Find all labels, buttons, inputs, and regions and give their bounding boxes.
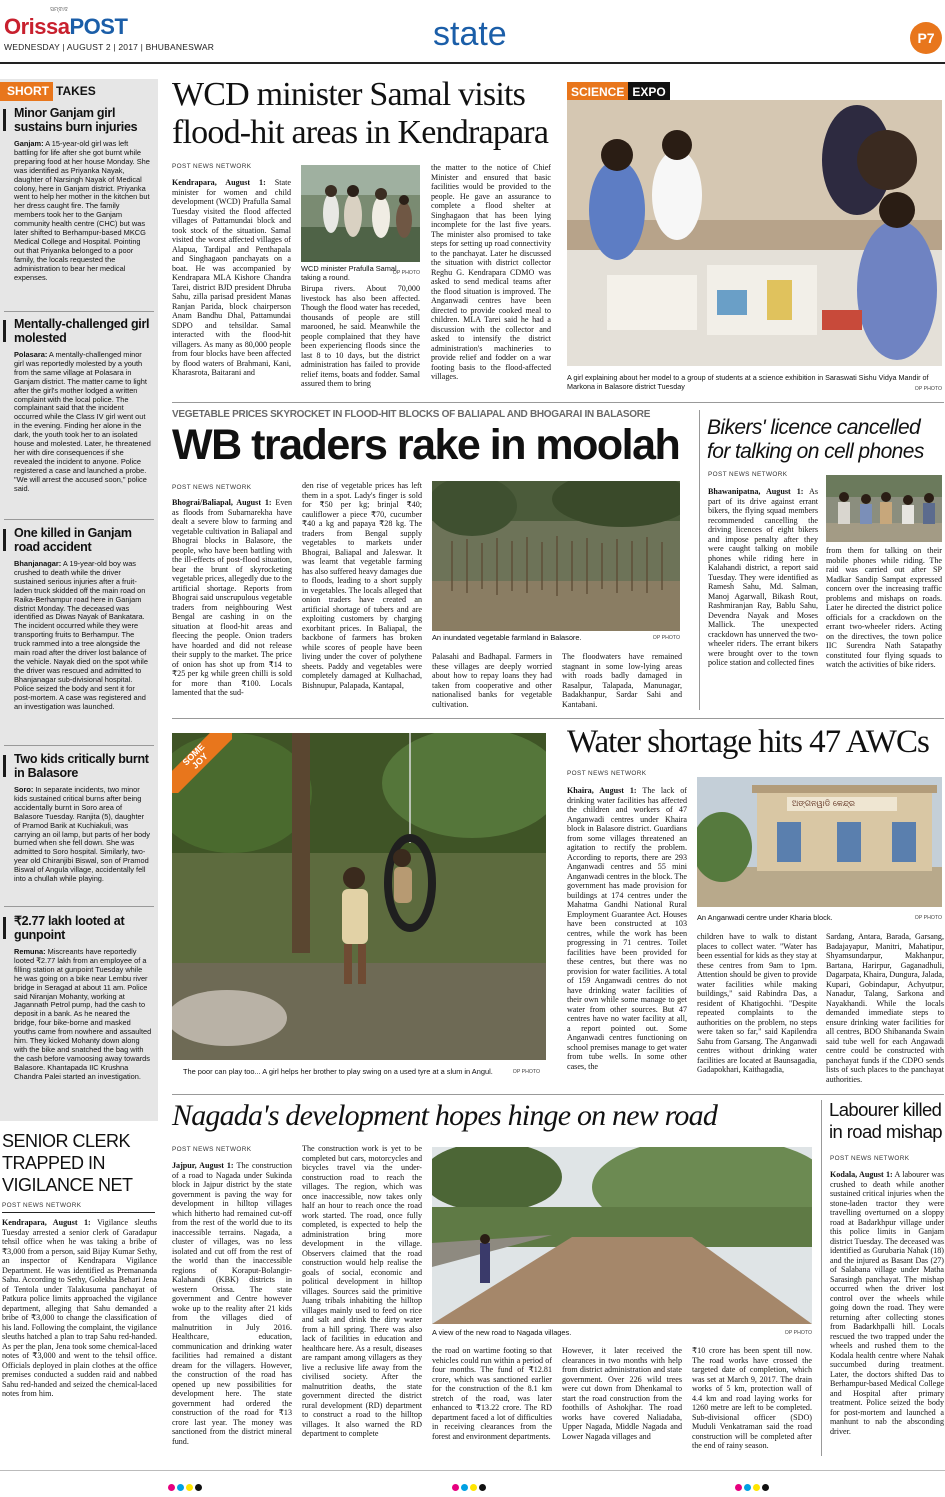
section-title: state <box>433 15 507 53</box>
dateline-lead: Kodala, August 1: <box>830 1170 893 1179</box>
dateline-lead: Kendrapara, August 1: <box>172 178 266 187</box>
senior-clerk-headline: SENIOR CLERK TRAPPED IN VIGILANCE NET <box>2 1131 133 1195</box>
wcd-photo-image <box>301 165 420 262</box>
wb-col-1 <box>172 498 292 710</box>
nagada-col-4: However, it later received the clearances in two months with help from district administration and state government. Over 226 wild trees were cut down from Dhenkamal to start the road construction from the foothills of Ashokjhar. The road works have covered Naliadaba, Upper Nagada, Middle Nagada and Lower Nagada villages and <box>562 1346 682 1441</box>
short-take-headline: One killed in Ganjam road accident <box>14 526 132 554</box>
dateline-lead: Khaira, August 1: <box>567 786 637 795</box>
nagada-photo-image <box>432 1147 812 1324</box>
story-text: The construction of a road to Nagada under Sukinda block in Jajpur district by the state government is paving the way for development in hilltop villages which hitherto had remained cut-off from the rest of the world due to its inaccessible terrains. Nagada, a cluster of villages, was no less isolated and cut off from the rest of the world than the inaccessible regions of Koraput-Bolangir-Kalahandi (KBK) districts in western Orissa. The state government and Centre however woke up to the reality after 21 kids from the villages died of malnutrition in July 2016. Healthcare, education, communication and drinking water facilities had remained a distant dream for the villagers. However, the construction of the road has opened up new possibilities for development here. The state government had ordered the construction of the road for ₹13 crore last year. The money was sanctioned from the district mineral fund. <box>172 1161 292 1446</box>
photo-credit: OP PHOTO <box>914 915 942 921</box>
dateline-lead: Bhograi/Baliapal, August 1: <box>172 498 272 507</box>
story-text: The lack of drinking water facilities has affected the children and workers of 47 Anganwadi centres under Khaira block in Balasore district. Guardians from some villages threatened an agitation to rectify the problem. According to reports, there are 293 Anganwadi centres and 55 mini Anganwadi centres in the block. The government has made provision for buildings at 174 centres under the Mahatma Gandhi National Rural Employment Guarantee Act. Houses have been constructed at 103 centres, while the work has been progressing in 71 centres. Toilet facilities have been provided for these centres, but there was no provision for water facilities. A total of 159 Anganwadi centres do not have drinking water facilities of their own while some manage to get water from other sources. But 47 centres have no water facility at all, a report pointed out. Some Anganwadi centres functioning on school premises manage to get water from tube wells. In some other cases, the <box>567 786 687 1071</box>
dateline-lead: Bhawanipatna, August 1: <box>708 487 804 496</box>
bullet-bar <box>3 109 11 131</box>
wb-kicker: VEGETABLE PRICES SKYROCKET IN FLOOD-HIT BLOCKS OF BALIAPAL AND BHOGARAI IN BALASORE <box>172 409 651 420</box>
water-headline: Water shortage hits 47 AWCs <box>567 724 929 760</box>
registration-marks-left <box>168 1484 228 1494</box>
labourer-byline: POST NEWS NETWORK <box>830 1155 910 1162</box>
bikers-photo-image <box>826 475 942 542</box>
short-take-text: In separate incidents, two minor kids sustained critical burns after being accidentally burnt in Soro area of Balasore Tuesday. Ranjita (5), daughter of Pramod Barik at Kuchiakuli, was carrying an oil lamp, but parts of her body burned when she fell down. She was admitted to Soro hospital. Similarly, two-year old Chiranjibi Biswal, son of Pramod Biswal of Angula village, accidentally fell into a chullah while playing. <box>14 786 150 884</box>
science-expo-photo <box>567 100 942 366</box>
wcd-headline: WCD minister Samal visits flood-hit areas in Kendrapara <box>172 76 549 151</box>
short-take-headline: Minor Ganjam girl sustains burn injuries <box>14 106 138 134</box>
divider <box>4 311 154 312</box>
bikers-col-2: from them for talking on their mobile phones while riding. The raid was carried out after SP Madkar Sandip Sampat expressed concern over the increasing traffic problems and mishaps on roads. Later he directed the district police officials for a crackdown on the errant two-wheeler riders. Acting on the directives, the town police IIC Surendra Nath Satapathy constituted four flying squads to watch the activities of bike riders. <box>826 546 942 669</box>
photo-credit: OP PHOTO <box>914 386 942 392</box>
science-expo-label <box>567 82 670 102</box>
water-col-2: children have to walk to distant places to collect water. "Water has been essential for kids as they stay at these centres from 9am to 1pm. Attention should be given to provide water facilities while making buildings," said Rabindra Das, a resident of Khatigochhi. "Despite repeated complaints to the authorities on the problem, no steps were taken so far," said Kapilendra Sahu from Garsang. The Anganwadi centres without drinking water facilities are located at Baunsagadia, Gadapokhari, Kaithagadia, <box>697 932 817 1074</box>
bullet-bar <box>3 529 11 551</box>
senior-clerk-byline: POST NEWS NETWORK <box>2 1202 82 1209</box>
story-text: Even as floods from Subarnarekha have dealt a severe blow to farming and vegetable cultivation in Baliapal and Bhograi blocks in Balasore, the people, who have been battling with the ill-effects of post-flood situation, bear the brunt of skyrocketing vegetable prices, allegedly due to the artificial shortage. Reports from Bhograi said unscrupulous vegetable traders from neighbouring West Bengal are cashing in on the situation at flood-hit areas and fleecing the people. Onion traders have hoarded and did not release their supply to the market. The price of onion has shot up from ₹14 to ₹25 per kg while green chilli is sold for more than ₹100. Locals lamented that the sud- <box>172 498 292 697</box>
nagada-byline: POST NEWS NETWORK <box>172 1146 252 1153</box>
takes-label: TAKES <box>56 84 96 98</box>
photo-credit: OP PHOTO <box>784 1330 812 1336</box>
water-photo <box>697 777 942 907</box>
footer-rule <box>0 1470 945 1471</box>
science-label: SCIENCE <box>567 82 628 102</box>
bikers-headline: Bikers' licence cancelled for talking on cell phones <box>707 416 924 463</box>
water-photo-image <box>697 777 942 907</box>
some-joy-caption: The poor can play too... A girl helps her brother to play swing on a used tyre at a slum in Angul. <box>183 1067 493 1076</box>
expo-label: EXPO <box>628 82 669 102</box>
short-take-text: A mentally-challenged minor girl was reportedly molested by a youth from the same village at Polasara in Ganjam district. The matter came to light after the girl's mother lodged a written complaint with the local police. The complainant said that the incident occurred while the Class IV girl went out in the evening. Finding her alone in the dark, the youth took her to an isolated house and molested. Later, he threatened her with dire consequences if she revealed the incident to anyone. Police registered a case and launched a probe. "We will arrest the accused soon," police said. <box>14 351 151 493</box>
short-take-text: A 19-year-old boy was crushed to death while the driver sustained serious injuries after a fruit-laden truck skidded off the main road on Raika-Berhampur road here in Ganjam district Monday. The deceased was identified as Diwas Nayak of Bankatara. The incident occurred while they were transporting fruits to Berhampur. The truck rammed into a tree alongside the main road after the driver lost balance of the vehicle. Nayak died on the spot while the driver was rescued and admitted to Bhanjanagar sub-divisional hospital. Police seized the body and sent it for post-mortem. A case was registered and an investigation was launched. <box>14 560 148 711</box>
page-number-badge <box>910 22 942 54</box>
dateline: WEDNESDAY | AUGUST 2 | 2017 | BHUBANESWAR <box>4 42 215 52</box>
divider <box>172 402 944 403</box>
wcd-photo <box>301 165 420 262</box>
divider <box>699 410 700 710</box>
masthead-logo <box>4 14 127 40</box>
wb-caption: An inundated vegetable farmland in Balasore. <box>432 633 582 642</box>
story-text: Vigilance sleuths Tuesday arrested a senior clerk of Garadapur tehsil office when he was taking a bribe of ₹3,000 from a person, said Bijay Kumar Sethy, an inspector of Kendrapara Vigilance Department. He was identified as Premananda Sahu. According to Sethy, Golekha Behari Jena of Tentola under Talakusuma panchayat of Patkura police limits approached the vigilance department, alleging that Sahu demanded a bribe of ₹3,000 to change the classification of his land. Following the complaint, the vigilance sleuths hatched a plan to trap Sahu red-handed. As per the plan, Jena took some chemical-laced notes of ₹3,000 and went to the tehsil office. Officials deployed in plain clothes at the office premises conducted a sudden raid and nabbed Sahu red-handed and seized the chemical-laced notes from him. <box>2 1218 157 1398</box>
story-text: As part of its drive against errant bikers, the flying squad members recommended cancelling the driving licences of eight bikers and impose penalty after they were caught talking on mobile phones while riding here in Kalahandi district, a report said Tuesday. They were identified as Ramesh Sahu, Md. Salman, Manoj Agarwall, Bikash Rout, Rashmiranjan Ray, Bablu Sahu, Devendra Nayak and Moses Mallick. The unexpected crackdown has unnerved the two-wheeler riders. The errant bikers were brought over to the town police station and collected fines <box>708 487 818 667</box>
short-take-body <box>14 351 152 513</box>
wb-photo <box>432 481 680 631</box>
water-col-3: Sardang, Antara, Barada, Garsang, Badajayapur, Manitri, Mahatipur, Shyamsundarpur, Makhanpur, Bartana, Harirpur, Gaganadhuli, Dagarpata, Khaira, Dungura, Jalada, Kupari, Gobindapur, Achyutpur, Nanadur, Talang, Sarkona and Nayakhandi. While the locals demanded immediate steps to ensure drinking water facilities for all centres, BDO Shibananda Swain said tube well for each Angawadi centre could be constructed with panchayat funds if the CDPO sends lists of such places to the panchayat authorities. <box>826 932 944 1084</box>
nagada-col-2: The construction work is yet to be completed but cars, motorcycles and bicycles travel via the under-construction road to reach the villages. The region, which was once inaccessible, now takes only half an hour to reach once the road work started. The road, once fully completed, is expected to help the administration bring more development in the village. Observers claimed that the road construction would help realise the goals of social, economic and political development in hilltop villages. Sources said the primitive Juang tribals inhabiting the hilltop villages mainly used to feed on rice and salt and drink the dirty water from a hill spring. There was also lack of facilities in education and healthcare here. As a result, diseases are rampant among villagers as they live a reclusive life away from the civilised society. After the malnutrition deaths, the state government directed the district rural development (RD) department to construct a road to the hilltop villages. It also warned the RD department to complete <box>302 1144 422 1438</box>
registration-marks-center <box>452 1484 512 1494</box>
water-byline: POST NEWS NETWORK <box>567 770 647 777</box>
logo-odisha: Orissa <box>4 14 70 39</box>
senior-clerk-body <box>2 1218 157 1458</box>
short-take-body <box>14 786 152 894</box>
nagada-col-3: the road on wartime footing so that vehicles could run within a period of four months. The fund of ₹12.81 crore, which was sanctioned earlier for the construction of the 8.1 km stretch of the road, was later enhanced to ₹13.22 crore. The RD department faced a lot of difficulties in receiving clearances from the forest and environment departments. <box>432 1346 552 1441</box>
bullet-bar <box>3 917 11 939</box>
wcd-col-1 <box>172 178 291 396</box>
story-text: A labourer was crushed to death while another sustained critical injuries when the stone-laden tractor they were travelling overturned on a sloppy road at Badarkhpur village under this police limits in Ganjam district Tuesday. The deceased was identified as Gurubaria Nahak (18) and the injured as Basant Das (27) of Salabana village under Matha Sarasingh panchayat. The mishap occurred when the driver lost control over the wheels while going down the road. They were returning after collecting stones from Badarkhpalli hill. Locals rescued the two trapped under the wheels and rushed them to the Kodala health centre where Nahak succumbed during treatment. Later, the doctors shifted Das to Berhampur-based Medical College and Hospital after primary treatment. Police seized the body for post-mortem and launched a manhunt to nab the absconding driver. <box>830 1170 944 1436</box>
wb-byline: POST NEWS NETWORK <box>172 484 252 491</box>
bikers-photo <box>826 475 942 542</box>
bikers-col-1 <box>708 487 818 709</box>
divider <box>4 906 154 907</box>
wb-col-2: den rise of vegetable prices has left them in a spot. Lady's finger is sold for ₹50 per kg; brinjal ₹40; cauliflower a piece ₹70, cucumber ₹40 a kg and papaya ₹28 kg. The traders from Bengal supply vegetables to markets under Bhograi, Baliapal and Jaleswar. It was learnt that vegetable farming has also suffered heavy damages due to floods, leading to a short supply in vegetables. The locals alleged that onion traders have created an artificial shortage of tubers and are exploiting customers by charging exorbitant prices. In Baliapal, the backbone of farmers has broken while scores of people have been living under the cover of polythene sheets. Paddy and vegetables were completely damaged at Kulhachad, Bishnupur, Palapada, Kantapal, <box>302 481 422 690</box>
registration-marks-right <box>735 1484 795 1494</box>
logo-small-text: ସମ୍ବାଦ <box>50 6 68 13</box>
nagada-headline: Nagada's development hopes hinge on new road <box>172 1099 718 1132</box>
story-text: State minister for women and child development (WCD) Prafulla Samal Tuesday visited the flood affected villages of Pattamundai block and took stock of the situation. Samal visited the worst affected villages of Alapua, Tardipal and Penthapala and Singhagaon panchayats on a boat. He was accompanied by Kendrapara MLA Kishore Chandra Tarei, district BJD president Dhruba Sahu, zilla parisad president Manas Ranjan Parida, block chairperson Anam Bandhu Dhal, Pattamundai SDPO and tehsildar. Samal interacted with the flood-hit villagers. As many as 80,000 people from four blocks have been affected by flood waters of Brahmani, Kani, Kharasrota, Baitarani and <box>172 178 291 377</box>
dateline-lead: Remuna: <box>14 948 46 956</box>
short-label: SHORT <box>0 82 53 101</box>
short-take-body <box>14 948 152 1118</box>
wcd-caption: WCD minister Prafulla Samal taking a round. <box>301 264 397 282</box>
page-number: P7 <box>917 30 935 46</box>
wcd-col-3: the matter to the notice of Chief Minister and ensured that basic facilities would be provided to the people. He gave an assurance to complete a flood shelter at Singhagaon that has been lying incomplete for the last five years. The minister also promised to take steps for setting up road connectivity to the panchayat. Later he discussed the situation with district collector Reghu G. Kendrapara CDMO was asked to send medical teams after the flood situation is improved. The Anganwadi centres have been directed to provide cooked meal to children. MLA Tarei said he had a discussion with the collector and asked to intensify the district administration's machineries to provide relief and fodder on a war footing basis to the flood-affected villages. <box>431 163 551 381</box>
some-joy-label: SOME JOY <box>180 741 210 771</box>
short-take-headline: Two kids critically burnt in Balasore <box>14 752 149 780</box>
short-take-text: Miscreants have reportedly looted ₹2.77 lakh from an employee of a filling station at gunpoint Tuesday while he was going on a bike near Lembu river bridge in Seragad at about 11 am. Police said Niranjan Mohanty, working at Jagannath Petrol pump, had the cash to deposit in a bank. As he neared the bridge, four bike-borne and masked youths came from nowhere and assaulted him. They kicked Mohanty down along with the bike and snatched the bag with the cash before vamoosing away towards Balasore. Khantapada IIC Krushna Chandra Palei started an investigation. <box>14 948 152 1081</box>
science-expo-image <box>567 100 942 366</box>
dateline-lead: Kendrapara, August 1: <box>2 1218 91 1227</box>
nagada-photo <box>432 1147 812 1324</box>
water-caption: An Anganwadi centre under Kharia block. <box>697 913 833 922</box>
photo-credit: OP PHOTO <box>512 1069 540 1075</box>
dateline-lead: Bhanjanagar: <box>14 560 62 568</box>
short-take-headline: ₹2.77 lakh looted at gunpoint <box>14 914 125 942</box>
short-take-body <box>14 560 152 740</box>
nagada-col-5: ₹10 crore has been spent till now. The road works have crossed the targeted date of completion, which was set at March 9, 2017. The drain works of 5 km, protection wall of 4.4 km and road laying works for 1260 metre are left to be completed. Sub-divisional officer (SDO) Muduli Venkatraman said the road construction will be completed after the end of rainy season. <box>692 1346 812 1450</box>
bikers-byline: POST NEWS NETWORK <box>708 471 788 478</box>
photo-credit: OP PHOTO <box>392 270 420 276</box>
short-take-headline: Mentally-challenged girl molested <box>14 317 150 345</box>
bullet-bar <box>3 320 11 342</box>
dateline-lead: Jajpur, August 1: <box>172 1161 234 1170</box>
anganwadi-sign: ଅଙ୍ଗନୱାଡି କେନ୍ଦ୍ର <box>792 799 855 808</box>
bullet-bar <box>3 755 11 777</box>
divider <box>4 745 154 746</box>
wb-headline: WB traders rake in moolah <box>172 421 680 469</box>
short-take-text: A 15-year-old girl was left battling for life after she got burnt while preparing food at her house Monday. She was identified as Priyanka Nayak, daughter of Narsingh Nayak of Medical colony, here in Ganjam district. Priyanka went to help her mother in the kitchen but her dress caught fire. The family members took her to the Ganjam community health centre (CHC) but was later shifted to Berhampur-based MKCG Medical College and Hospital. Pointing out that Priyanka belonged to a poor family, the locals requested the administration to bear her medical expenses. <box>14 140 150 282</box>
photo-credit: OP PHOTO <box>652 635 680 641</box>
nagada-col-1 <box>172 1161 292 1456</box>
labourer-headline: Labourer killed in road mishap <box>829 1099 942 1142</box>
nagada-caption: A view of the new road to Nagada villages. <box>432 1328 572 1337</box>
masthead-rule <box>0 62 945 64</box>
some-joy-ribbon <box>172 733 232 793</box>
dateline-lead: Ganjam: <box>14 140 44 148</box>
divider <box>172 718 944 719</box>
dateline-lead: Soro: <box>14 786 34 794</box>
labourer-body <box>830 1170 944 1456</box>
divider <box>2 1212 155 1213</box>
water-col-1 <box>567 786 687 1085</box>
short-take-body <box>14 140 152 300</box>
wb-col-4: The floodwaters have remained stagnant in some low-lying areas with roads badly damaged in Rasalpur, Talapada, Manunagar, Badakhanpur, Sardar Sahi and Kantabani. <box>562 652 682 709</box>
science-expo-caption: A girl explaining about her model to a group of students at a science exhibition in Saraswati Sishu Vidya Mandir of Markona in Balasore district Tuesday <box>567 373 929 391</box>
logo-post: POST <box>69 14 128 39</box>
short-takes-label <box>0 82 158 99</box>
divider <box>4 519 154 520</box>
wcd-byline: POST NEWS NETWORK <box>172 163 252 170</box>
divider <box>172 1094 944 1095</box>
wcd-col-2: Birupa rivers. About 70,000 livestock has also been affected. Though the flood water has receded, thousands of people are still marooned, he said. Meanwhile the people complained that they have been experiencing floods since the last 8 to 10 days, but the district administration has failed to provide relief items, boats and fodder. Samal assured them to bring <box>301 284 420 388</box>
wb-photo-image <box>432 481 680 631</box>
wb-col-3: Palasahi and Badhapal. Farmers in these villages are deeply worried about how to repay loans they had taken from cooperative and other nationalised banks for vegetable cultivation. <box>432 652 552 709</box>
divider <box>821 1100 822 1456</box>
masthead <box>0 0 945 66</box>
dateline-lead: Polasara: <box>14 351 48 359</box>
